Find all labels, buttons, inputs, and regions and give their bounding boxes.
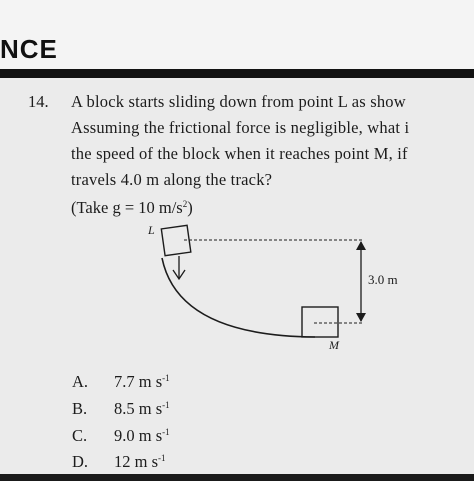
point-m-label: M: [329, 338, 339, 352]
question-line-1: A block starts sliding down from point L as show: [71, 92, 406, 111]
header-divider: [0, 69, 474, 78]
point-l-label: L: [148, 223, 155, 237]
option-d-letter: D.: [72, 452, 89, 471]
given-gravity-suffix: ): [187, 198, 193, 217]
option-a[interactable]: [72, 372, 170, 392]
question-line-3: the speed of the block when it reaches point M, if: [71, 144, 408, 163]
option-d[interactable]: [72, 452, 166, 472]
option-a-letter: A.: [72, 372, 89, 391]
option-b-exponent: -1: [162, 400, 170, 410]
option-d-value: 12 m s: [114, 452, 159, 471]
given-gravity-prefix: (Take g = 10 m/s: [71, 198, 183, 217]
height-label: 3.0 m: [368, 272, 398, 287]
height-arrow-bottom: [356, 313, 366, 322]
question-line-2: Assuming the frictional force is negligible, what i: [71, 118, 410, 137]
curved-track: [162, 258, 315, 337]
option-c-exponent: -1: [162, 427, 170, 437]
block-at-m: [302, 307, 338, 337]
option-b-value: 8.5 m s: [114, 399, 163, 418]
option-d-exponent: -1: [158, 453, 166, 463]
option-c-letter: C.: [72, 426, 88, 445]
option-b[interactable]: [72, 399, 170, 419]
question-line-4: travels 4.0 m along the track?: [71, 170, 273, 189]
option-a-exponent: -1: [162, 373, 170, 383]
given-gravity-exponent: 2: [182, 199, 188, 209]
given-gravity: [71, 198, 193, 218]
option-b-letter: B.: [72, 399, 88, 418]
section-title: NCE: [0, 34, 58, 64]
track-diagram: [140, 218, 430, 358]
option-c-value: 9.0 m s: [114, 426, 163, 445]
height-arrow-top: [356, 241, 366, 250]
footer-divider: [0, 474, 474, 481]
page-header: [0, 0, 474, 78]
option-c[interactable]: [72, 426, 170, 446]
option-a-value: 7.7 m s: [114, 372, 163, 391]
question-number: 14.: [28, 92, 49, 111]
